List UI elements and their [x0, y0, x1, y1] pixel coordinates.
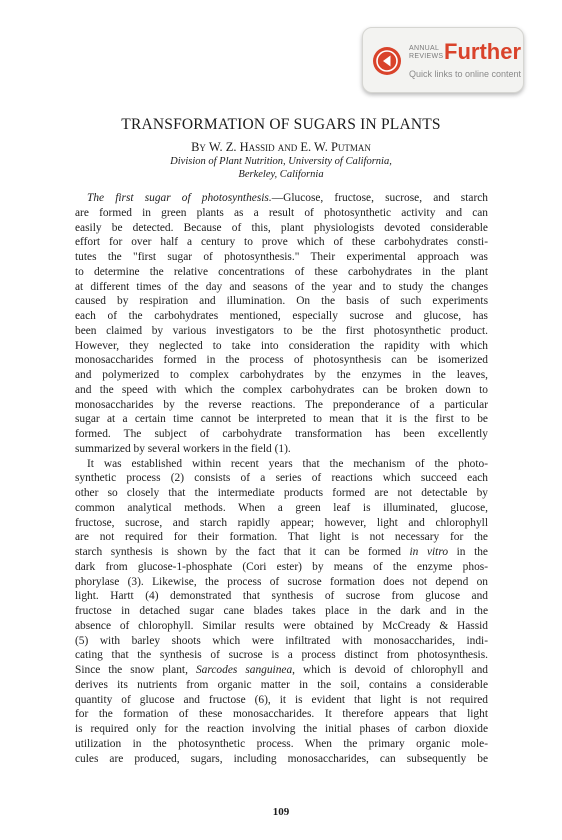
page-number: 109 [272, 806, 290, 818]
body-text-line: synthetic process (2) consists of a series of reactions which succeed each [75, 472, 488, 485]
body-text-line: phorylase (3). Likewise, the process of sucrose formation does not depend on [75, 575, 488, 588]
body-text-line: quantity of glucose and fructose (6), it is evident that light is not required [75, 693, 488, 706]
body-text-line: utilization in the photosynthetic process. When the primary organic mole- [75, 737, 488, 750]
badge-subtitle: Quick links to online content [409, 69, 522, 79]
body-text-line: sugar at a certain time cannot be interpreted to mean that it is the first to be [75, 413, 488, 426]
body-text-line: formed. The subject of carbohydrate transformation has been excellently [75, 428, 488, 440]
body-text-line: effort for over half a century to prove which of these carbohydrates consti- [75, 236, 488, 249]
article-byline: By W. Z. Hassid and E. W. Putman [191, 140, 371, 154]
body-text-line: are not required for their formation. That light is not necessary for the [75, 531, 488, 544]
body-text-line: been claimed by various investigators to be the first photosynthetic product. [75, 324, 488, 337]
body-text-line: However, they neglected to take into consideration the rapidity with which [75, 339, 488, 352]
body-text-line: at different times of the day and seasons of the year and to study the changes [75, 280, 488, 293]
body-text-line: starch synthesis is shown by the fact that it can be formed in vitro in the [75, 546, 488, 558]
body-text-line: cules are produced, sugars, including monosaccharides, can subsequently be [75, 752, 488, 765]
body-text-line: (5) with barley shoots which were infiltrated with monosaccharides, indi- [75, 634, 488, 647]
body-text-line: and polymerized to complex carbohydrates by the enzymes in the leaves, [75, 369, 488, 381]
body-text-line: summarized by several workers in the field (1). [75, 442, 291, 455]
body-text-line: absence of chlorophyll. Similar results were obtained by McCready & Hassid [75, 619, 488, 632]
body-text-line: fructose in detached sugar cane blades takes place in the dark and in the [75, 605, 488, 617]
annual-reviews-further-badge[interactable] [362, 27, 524, 93]
body-text-line: tutes the "first sugar of photosynthesis." Their experimental approach was [75, 251, 488, 263]
body-text-line: caused by respiration and illumination. On the basis of such experiments [75, 295, 488, 308]
body-text-line: Since the snow plant, Sarcodes sanguinea, which is devoid of chlorophyll and [75, 664, 488, 676]
badge-annual-label: ANNUAL [409, 45, 440, 52]
body-text-line: are formed in green plants as a result of photosynthetic activity and can [75, 206, 488, 219]
body-text-line: fructose, sucrose, and starch rapidly appear; however, light and chlorophyll [75, 516, 488, 529]
body-text-line: each of the carbohydrates mentioned, especially sucrose and glucose, has [75, 310, 488, 322]
body-text-line: cating that the synthesis of sucrose is a process distinct from photosynthesis. [75, 649, 488, 662]
body-text-line: to determine the relative concentrations of these carbohydrates in the plant [75, 265, 488, 278]
badge-further-label: Further [444, 39, 521, 64]
body-text-line: monosaccharides formed in the process of photosynthesis can be isomerized [75, 354, 488, 367]
body-text-line: and the speed with which the complex carbohydrates can be broken down to [75, 383, 488, 396]
body-text-line: common analytical methods. When a green leaf is illuminated, glucose, [75, 501, 488, 514]
body-text-line: easily be detected. Because of this, plant physiologists devoted considerable [75, 221, 488, 234]
affiliation-line: Berkeley, California [238, 169, 324, 180]
body-text-line: other so closely that the intermediate products formed are not detectable by [75, 487, 488, 499]
body-text-line: It was established within recent years that the mechanism of the photo- [87, 457, 488, 470]
badge-reviews-label: REVIEWS [409, 53, 444, 60]
article-title: TRANSFORMATION OF SUGARS IN PLANTS [121, 116, 441, 133]
body-text-line: The first sugar of photosynthesis.—Glucose, fructose, sucrose, and starch [87, 192, 488, 204]
body-text-line: derives its nutrients from organic matter in the soil, contains a considerable [75, 678, 488, 691]
body-text-line: monosaccharides by the reverse reactions. The preponderance of a particular [75, 398, 488, 411]
body-text-line: dark from glucose-1-phosphate (Cori ester) by means of the enzyme phos- [75, 560, 488, 573]
affiliation-line: Division of Plant Nutrition, University of California, [170, 156, 392, 167]
play-arrow-icon [372, 46, 402, 76]
body-text-line: for the formation of these monosaccharides. It therefore appears that light [75, 708, 488, 721]
body-text-line: light. Hartt (4) demonstrated that synthesis of sucrose from glucose and [75, 590, 488, 603]
body-text-line: is required only for the reaction involving the initial phases of carbon dioxide [75, 723, 488, 735]
